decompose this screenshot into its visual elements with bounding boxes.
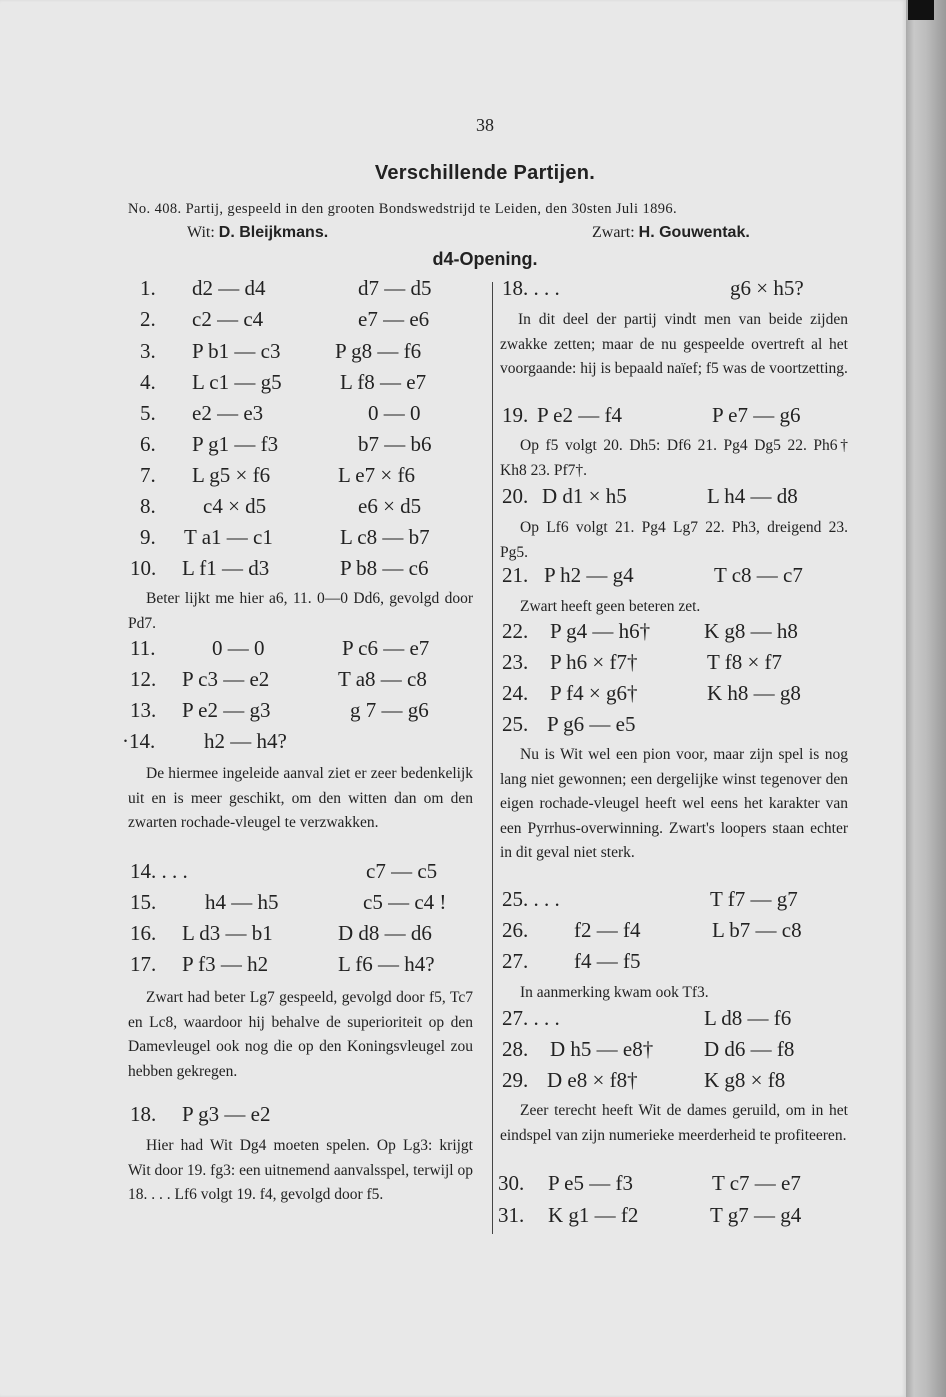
black-player	[592, 224, 750, 242]
annotation-note: Zwart had beter Lg7 gespeeld, gevolgd door f5, Tc7 en Lc8, waardoor hij behalve de superioriteit op den Damevleugel ook nog die op den Koningsvleugel zou hebben gekregen.	[128, 989, 473, 1080]
move-number: 6.	[140, 432, 156, 456]
white-move: P b1 — c3	[192, 339, 281, 363]
white-move: c4 × d5	[203, 494, 267, 518]
move-number: 18. . . .	[502, 276, 560, 300]
annotation-note: Zwart heeft geen beteren zet.	[520, 598, 701, 615]
move-number: 10.	[130, 556, 157, 580]
white-move: P c3 — e2	[182, 667, 270, 691]
move-number: 19.	[502, 403, 529, 427]
black-move: D d6 — f8	[704, 1037, 795, 1061]
white-move: P e2 — g3	[182, 698, 271, 722]
white-move: P f3 — h2	[182, 952, 269, 976]
move-number: ·14.	[122, 729, 156, 753]
black-move: L d8 — f6	[704, 1006, 792, 1030]
move-number: 11.	[130, 636, 156, 660]
move-number: 13.	[130, 698, 157, 722]
annotation-note: Op Lf6 volgt 21. Pg4 Lg7 22. Ph3, dreigend 23. Pg5.	[500, 519, 848, 561]
white-move: P g1 — f3	[192, 432, 279, 456]
section-title: Verschillende Partijen.	[374, 162, 596, 184]
opening-title: d4-Opening.	[432, 249, 538, 269]
white-move: e2 — e3	[192, 401, 264, 425]
white-move: P g4 — h6†	[550, 619, 651, 643]
black-move: L e7 × f6	[338, 463, 415, 487]
move-number: 25.	[502, 712, 529, 736]
annotation-note: Hier had Wit Dg4 moeten spelen. Op Lg3: krijgt Wit door 19. fg3: een uitnemend aanvalsspel, terwijl op 18. . . . Lf6 volgt 19. f4, gevolgd door f5.	[128, 1137, 473, 1204]
white-move: P e5 — f3	[548, 1171, 633, 1195]
white-move: P h6 × f7†	[550, 650, 638, 674]
move-number: 2.	[140, 307, 156, 331]
move-number: 7.	[140, 463, 156, 487]
annotation-note: Nu is Wit wel een pion voor, maar zijn spel is nog lang niet gewonnen; een dergelijke winst tegenover den eigen rochade-vleugel heeft wel eens het karakter van een Pyrrhus-overwinning. Zwart's loopers staan echter in dit geval niet sterk.	[500, 746, 848, 862]
move-number: 28.	[502, 1037, 529, 1061]
black-move: T g7 — g4	[710, 1203, 802, 1227]
game-info: No. 408. Partij, gespeeld in den grooten Bondswedstrijd te Leiden, den 30sten Juli 1896.	[128, 201, 678, 217]
move-number: 8.	[140, 494, 156, 518]
white-move: h4 — h5	[205, 890, 279, 914]
black-move: g6 × h5?	[730, 276, 804, 300]
white-move: D e8 × f8†	[547, 1068, 638, 1092]
white-move: d2 — d4	[192, 276, 266, 300]
move-number: 9.	[140, 525, 156, 549]
black-move: 0 — 0	[368, 401, 421, 425]
move-number: 30.	[498, 1171, 525, 1195]
black-move: L b7 — c8	[712, 918, 802, 942]
white-move: L c1 — g5	[192, 370, 282, 394]
move-number: 26.	[502, 918, 529, 942]
white-move: P f4 × g6†	[550, 681, 638, 705]
annotation-note: In dit deel der partij vindt men van beide zijden zwakke zetten; maar de nu gespeelde overtreft al het voorgaande: hij is bepaald naïef; f5 was de voortzetting.	[500, 311, 848, 378]
black-move: K h8 — g8	[707, 681, 801, 705]
white-move: P g3 — e2	[182, 1102, 271, 1126]
black-move: T f7 — g7	[710, 887, 798, 911]
black-name: H. Gouwentak.	[638, 224, 750, 241]
black-move: P b8 — c6	[340, 556, 429, 580]
move-number: 27.	[502, 949, 529, 973]
annotation-note: In aanmerking kwam ook Tf3.	[520, 984, 709, 1001]
white-move: 0 — 0	[212, 636, 265, 660]
move-number: 12.	[130, 667, 157, 691]
black-move: T f8 × f7	[707, 650, 783, 674]
white-move: K g1 — f2	[548, 1203, 639, 1227]
move-number: 16.	[130, 921, 157, 945]
black-move: d7 — d5	[358, 276, 432, 300]
move-number: 3.	[140, 339, 156, 363]
move-number: 29.	[502, 1068, 529, 1092]
black-move: e6 × d5	[358, 494, 422, 518]
white-player	[187, 224, 328, 242]
black-move: T c7 — e7	[712, 1171, 801, 1195]
white-move: D h5 — e8†	[550, 1037, 654, 1061]
move-number: 25. . . .	[502, 887, 560, 911]
move-number: 4.	[140, 370, 156, 394]
white-move: c2 — c4	[192, 307, 264, 331]
annotation-note: Beter lijkt me hier a6, 11. 0—0 Dd6, gevolgd door Pd7.	[128, 590, 473, 632]
move-number: 17.	[130, 952, 157, 976]
move-number: 5.	[140, 401, 156, 425]
white-move: L g5 × f6	[192, 463, 271, 487]
black-label: Zwart:	[592, 224, 635, 241]
black-move: P c6 — e7	[342, 636, 430, 660]
move-number: 1.	[140, 276, 156, 300]
move-number: 20.	[502, 484, 529, 508]
move-number: 24.	[502, 681, 529, 705]
move-number: 14. . . .	[130, 859, 188, 883]
move-number: 22.	[502, 619, 529, 643]
black-move: D d8 — d6	[338, 921, 432, 945]
black-move: c7 — c5	[366, 859, 438, 883]
move-number: 21.	[502, 563, 529, 587]
white-name: D. Bleijkmans.	[218, 224, 329, 241]
white-move: P h2 — g4	[544, 563, 634, 587]
move-number: 31.	[498, 1203, 525, 1227]
black-move: P g8 — f6	[335, 339, 422, 363]
white-move: T a1 — c1	[184, 525, 273, 549]
black-move: L f6 — h4?	[338, 952, 435, 976]
white-label: Wit:	[187, 224, 215, 241]
black-move: L f8 — e7	[340, 370, 427, 394]
black-move: T c8 — c7	[714, 563, 803, 587]
black-move: e7 — e6	[358, 307, 430, 331]
book-binding-edge	[906, 0, 946, 1397]
white-move: f4 — f5	[574, 949, 641, 973]
annotation-note: De hiermee ingeleide aanval ziet er zeer bedenkelijk uit en is meer geschikt, om den witten dan om den zwarten rochade-vleugel te verzwakken.	[128, 765, 473, 832]
white-move: P g6 — e5	[547, 712, 636, 736]
black-move: L c8 — b7	[340, 525, 430, 549]
annotation-note: Op f5 volgt 20. Dh5: Df6 21. Pg4 Dg5 22. Ph6† Kh8 23. Pf7†.	[500, 437, 848, 479]
move-number: 27. . . .	[502, 1006, 560, 1030]
white-move: h2 — h4?	[204, 729, 287, 753]
move-number: 23.	[502, 650, 529, 674]
black-move: K g8 — h8	[704, 619, 798, 643]
annotation-note: Zeer terecht heeft Wit de dames geruild, om in het eindspel van zijn numerieke meerderheid te profiteeren.	[500, 1102, 848, 1144]
white-move: f2 — f4	[574, 918, 641, 942]
black-move: P e7 — g6	[712, 403, 801, 427]
move-number: 15.	[130, 890, 157, 914]
white-move: L f1 — d3	[182, 556, 270, 580]
black-move: L h4 — d8	[707, 484, 798, 508]
black-move: g 7 — g6	[350, 698, 429, 722]
black-move: c5 — c4 !	[363, 890, 447, 914]
white-move: D d1 × h5	[542, 484, 627, 508]
black-move: b7 — b6	[358, 432, 432, 456]
black-move: K g8 × f8	[704, 1068, 786, 1092]
book-corner-shadow	[908, 0, 934, 20]
move-number: 18.	[130, 1102, 157, 1126]
black-move: T a8 — c8	[338, 667, 427, 691]
column-divider	[492, 282, 493, 1234]
white-move: L d3 — b1	[182, 921, 273, 945]
page-number: 38	[476, 115, 494, 135]
white-move: P e2 — f4	[537, 403, 622, 427]
